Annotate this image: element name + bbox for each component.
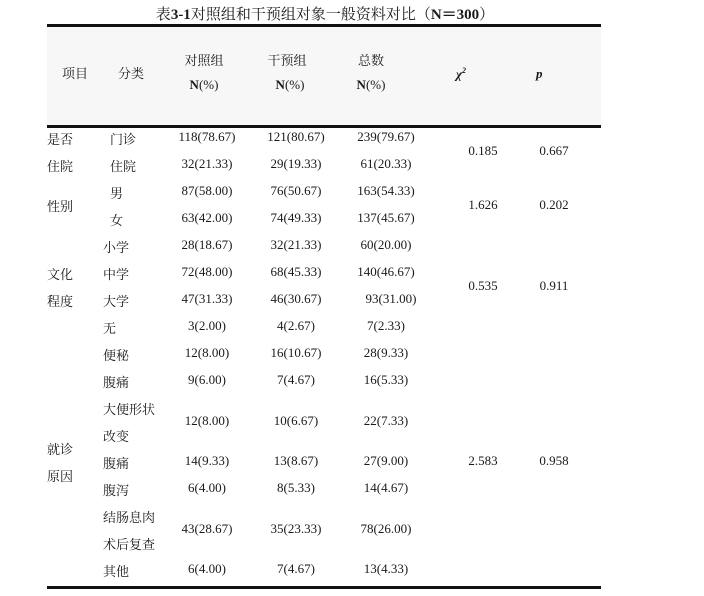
title-text: 对照组和干预组对象一般资料对比（	[190, 7, 431, 23]
chi-superscript: 2	[462, 66, 467, 75]
p-value: 0.958	[539, 453, 569, 468]
cell-control: 14(9.33)	[184, 453, 230, 468]
header-intervention: 干预组	[267, 53, 307, 68]
row-category: 腹泻	[103, 483, 130, 498]
pct-label: (%)	[365, 77, 386, 92]
row-category: 大学	[103, 294, 130, 309]
chi-square-value: 1.626	[468, 197, 498, 212]
row-category: 其他	[103, 564, 130, 579]
cell-total: 78(26.00)	[360, 521, 412, 536]
header-total: 总数	[357, 53, 385, 68]
cell-control: 28(18.67)	[181, 237, 233, 252]
cell-total: 140(46.67)	[357, 264, 415, 279]
row-category: 小学	[103, 240, 130, 255]
group-label: 是否	[47, 132, 74, 147]
title-n: N＝300	[430, 7, 480, 23]
title-number: 3-1	[170, 7, 191, 23]
row-category: 女	[110, 213, 124, 228]
cell-intervention: 10(6.67)	[273, 413, 319, 428]
row-category: 改变	[103, 429, 130, 444]
p-value: 0.667	[539, 143, 569, 158]
group-label: 程度	[47, 294, 74, 309]
cell-intervention: 8(5.33)	[277, 480, 315, 495]
n-label: N	[275, 77, 285, 92]
chi-symbol: χ	[456, 66, 463, 82]
cell-intervention: 46(30.67)	[270, 291, 322, 306]
header-category: 分类	[118, 66, 145, 81]
bottom-rule	[47, 586, 601, 589]
cell-total: 239(79.67)	[357, 129, 415, 144]
n-label: N	[189, 77, 199, 92]
row-category: 腹痛	[103, 375, 130, 390]
p-value: 0.202	[539, 197, 569, 212]
top-rule	[47, 24, 601, 27]
group-label: 住院	[47, 159, 74, 174]
cell-total: 14(4.67)	[363, 480, 409, 495]
cell-total: 60(20.00)	[360, 237, 412, 252]
row-category: 无	[103, 321, 117, 336]
chi-square-value: 2.583	[468, 453, 498, 468]
cell-intervention: 4(2.67)	[277, 318, 315, 333]
cell-intervention: 13(8.67)	[273, 453, 319, 468]
cell-total: 61(20.33)	[360, 156, 412, 171]
pct-label: (%)	[284, 77, 305, 92]
cell-total: 22(7.33)	[363, 413, 409, 428]
cell-control: 63(42.00)	[181, 210, 233, 225]
title-prefix: 表	[155, 7, 171, 23]
cell-intervention: 29(19.33)	[270, 156, 322, 171]
row-category: 大便形状	[103, 402, 156, 417]
header-item: 项目	[62, 66, 89, 81]
cell-intervention: 35(23.33)	[270, 521, 322, 536]
cell-control: 6(4.00)	[188, 480, 226, 495]
cell-total: 7(2.33)	[367, 318, 405, 333]
header-control-unit	[190, 77, 219, 93]
cell-total: 163(54.33)	[357, 183, 415, 198]
table-title	[0, 3, 650, 24]
row-category: 便秘	[103, 348, 130, 363]
pct-label: (%)	[198, 77, 219, 92]
cell-control: 9(6.00)	[188, 372, 226, 387]
cell-control: 12(8.00)	[184, 345, 230, 360]
cell-intervention: 32(21.33)	[270, 237, 322, 252]
cell-control: 87(58.00)	[181, 183, 233, 198]
cell-intervention: 76(50.67)	[270, 183, 322, 198]
group-label: 文化	[47, 267, 74, 282]
cell-intervention: 121(80.67)	[267, 129, 325, 144]
cell-intervention: 16(10.67)	[270, 345, 322, 360]
cell-control: 43(28.67)	[181, 521, 233, 536]
n-label: N	[356, 77, 366, 92]
cell-intervention: 7(4.67)	[277, 561, 315, 576]
header-chi-square	[456, 66, 466, 82]
row-category: 结肠息肉	[103, 510, 156, 525]
cell-control: 6(4.00)	[188, 561, 226, 576]
cell-control: 118(78.67)	[178, 129, 236, 144]
cell-control: 12(8.00)	[184, 413, 230, 428]
header-total-unit	[357, 77, 386, 93]
cell-total: 13(4.33)	[363, 561, 409, 576]
cell-total: 93(31.00)	[365, 291, 417, 306]
chi-square-value: 0.535	[468, 278, 498, 293]
cell-control: 72(48.00)	[181, 264, 233, 279]
row-category: 男	[110, 186, 124, 201]
group-label: 原因	[47, 469, 74, 484]
row-category: 门诊	[110, 132, 137, 147]
row-category: 术后复查	[103, 537, 156, 552]
chi-square-value: 0.185	[468, 143, 498, 158]
cell-control: 32(21.33)	[181, 156, 233, 171]
cell-control: 3(2.00)	[188, 318, 226, 333]
cell-total: 137(45.67)	[357, 210, 415, 225]
cell-total: 28(9.33)	[363, 345, 409, 360]
row-category: 腹痛	[103, 456, 130, 471]
group-label: 就诊	[47, 442, 74, 457]
header-p: p	[536, 66, 543, 81]
cell-intervention: 7(4.67)	[277, 372, 315, 387]
group-label: 性别	[47, 199, 74, 214]
p-value: 0.911	[539, 278, 569, 293]
title-suffix: ）	[479, 7, 495, 23]
header-control: 对照组	[184, 53, 224, 68]
cell-intervention: 74(49.33)	[270, 210, 322, 225]
cell-intervention: 68(45.33)	[270, 264, 322, 279]
cell-control: 47(31.33)	[181, 291, 233, 306]
header-rule	[47, 125, 601, 128]
header-intervention-unit	[276, 77, 305, 93]
row-category: 中学	[103, 267, 130, 282]
cell-total: 27(9.00)	[363, 453, 409, 468]
cell-total: 16(5.33)	[363, 372, 409, 387]
row-category: 住院	[110, 159, 137, 174]
